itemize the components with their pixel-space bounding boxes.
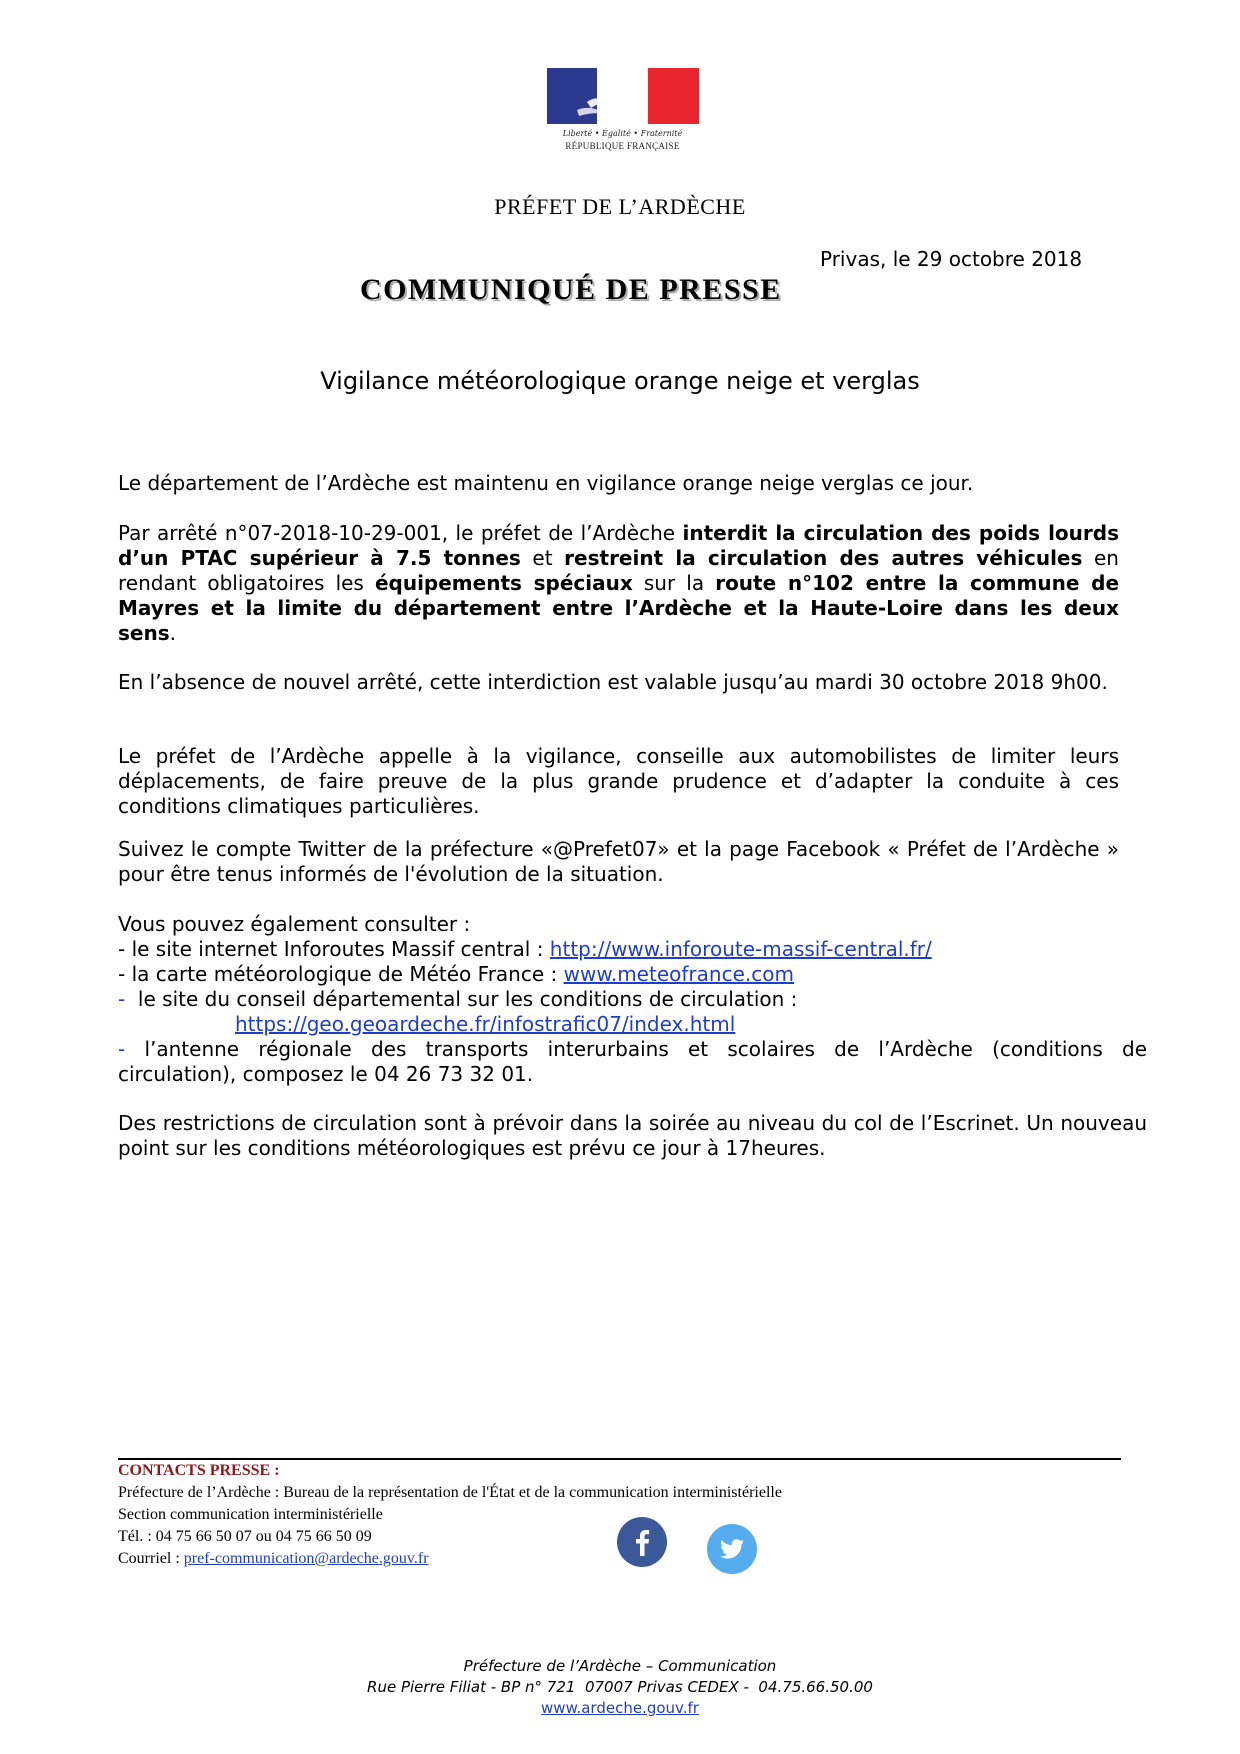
resource-item-conseil-link-row xyxy=(118,1012,1147,1037)
geoardeche-link[interactable]: https://geo.geoardeche.fr/infostrafic07/index.html xyxy=(235,1012,736,1036)
resources-list xyxy=(118,912,1147,1087)
arrete-bold-4: route n°102 entre la commune de Mayres et la limite du département entre l’Ardèche et la Haute-Loire dans les deux sens xyxy=(118,571,1120,645)
resource-item-conseil xyxy=(118,987,1147,1012)
arrete-text-5: . xyxy=(169,621,176,645)
logo-republique: RÉPUBLIQUE FRANÇAISE xyxy=(565,141,680,151)
twitter-icon[interactable] xyxy=(706,1523,758,1575)
logo-motto: Liberté • Égalité • Fraternité xyxy=(562,129,683,138)
arrete-text-1: Par arrêté n°07-2018-10-29-001, le préfet de l’Ardèche xyxy=(118,521,683,545)
arrete-text-3: en rendant obligatoires les xyxy=(118,546,1119,595)
page-footer xyxy=(0,1656,1240,1719)
resource-item-antenne-dash: - xyxy=(118,1037,126,1061)
resource-item-meteofrance-text: - la carte météorologique de Météo France : xyxy=(118,962,564,986)
resource-item-inforoutes-text: - le site internet Inforoutes Massif central : xyxy=(118,937,550,961)
press-contacts xyxy=(118,1460,782,1570)
marianne-flag xyxy=(547,68,699,124)
resource-item-conseil-text: le site du conseil départemental sur les conditions de circulation : xyxy=(125,987,798,1011)
footer-line-service: Préfecture de l’Ardèche – Communication xyxy=(463,1657,777,1675)
paragraph-restrictions: Des restrictions de circulation sont à prévoir dans la soirée au niveau du col de l’Escrinet. Un nouveau point sur les conditions météorologiques est prévu ce jour à 17heures. xyxy=(118,1111,1147,1160)
prefet-title: PRÉFET DE L’ARDÈCHE xyxy=(494,194,746,219)
arrete-text-4: sur la xyxy=(632,571,716,595)
resource-item-meteofrance xyxy=(118,962,1147,987)
inforoutes-link[interactable]: http://www.inforoute-massif-central.fr/ xyxy=(549,937,932,961)
arrete-bold-2: restreint la circulation des autres véhicules xyxy=(564,546,1083,570)
resource-item-antenne-line1 xyxy=(118,1037,1147,1062)
resources-intro: Vous pouvez également consulter : xyxy=(118,912,471,936)
arrete-text-2: et xyxy=(520,546,565,570)
contacts-title: CONTACTS PRESSE : xyxy=(118,1462,280,1479)
facebook-icon[interactable] xyxy=(616,1516,668,1568)
resource-item-inforoutes xyxy=(118,937,1147,962)
footer-website-link[interactable]: www.ardeche.gouv.fr xyxy=(541,1699,699,1717)
resource-item-antenne-line2: circulation), composez le 04 26 73 32 01. xyxy=(118,1062,534,1086)
paragraph-intro: Le département de l’Ardèche est maintenu en vigilance orange neige verglas ce jour. xyxy=(118,471,974,495)
arrete-bold-3: équipements spéciaux xyxy=(374,571,633,595)
arrete-bold-1: interdit la circulation des poids lourds d’un PTAC supérieur à 7.5 tonnes xyxy=(118,521,1119,570)
paragraph-validity: En l’absence de nouvel arrêté, cette interdiction est valable jusqu’au mardi 30 octobre 2018 9h00. xyxy=(118,670,1108,694)
paragraph-social: Suivez le compte Twitter de la préfecture «@Prefet07» et la page Facebook « Préfet de l’Ardèche » pour être tenus informés de l'évolution de la situation. xyxy=(118,837,1119,886)
date-place: Privas, le 29 octobre 2018 xyxy=(820,247,1083,271)
email-label: Courriel : xyxy=(118,1550,184,1567)
contacts-line-phone: Tél. : 04 75 66 50 07 ou 04 75 66 50 09 xyxy=(118,1528,372,1545)
republique-francaise-logo xyxy=(545,68,700,164)
resource-item-conseil-dash: - xyxy=(118,987,126,1011)
email-link[interactable]: pref-communication@ardeche.gouv.fr xyxy=(183,1550,429,1567)
meteofrance-link[interactable]: www.meteofrance.com xyxy=(563,962,794,986)
press-release-subtitle: Vigilance météorologique orange neige et verglas xyxy=(320,367,920,395)
paragraph-vigilance: Le préfet de l’Ardèche appelle à la vigilance, conseille aux automobilistes de limiter leurs déplacements, de faire preuve de la plus grande prudence et d’adapter la conduite à ces conditions climatiques particulières. xyxy=(118,744,1119,818)
press-release-title: COMMUNIQUÉ DE PRESSE xyxy=(360,273,782,306)
paragraph-arrete xyxy=(118,521,1119,646)
contacts-line-bureau: Préfecture de l’Ardèche : Bureau de la représentation de l'État et de la communication interministérielle xyxy=(118,1484,782,1501)
contacts-line-email xyxy=(118,1548,782,1570)
resource-item-antenne-text1: l’antenne régionale des transports interurbains et scolaires de l’Ardèche (conditions de xyxy=(125,1037,1147,1061)
footer-line-address: Rue Pierre Filiat - BP n° 721 07007 Privas CEDEX - 04.75.66.50.00 xyxy=(367,1678,873,1696)
contacts-line-section: Section communication interministérielle xyxy=(118,1506,383,1523)
